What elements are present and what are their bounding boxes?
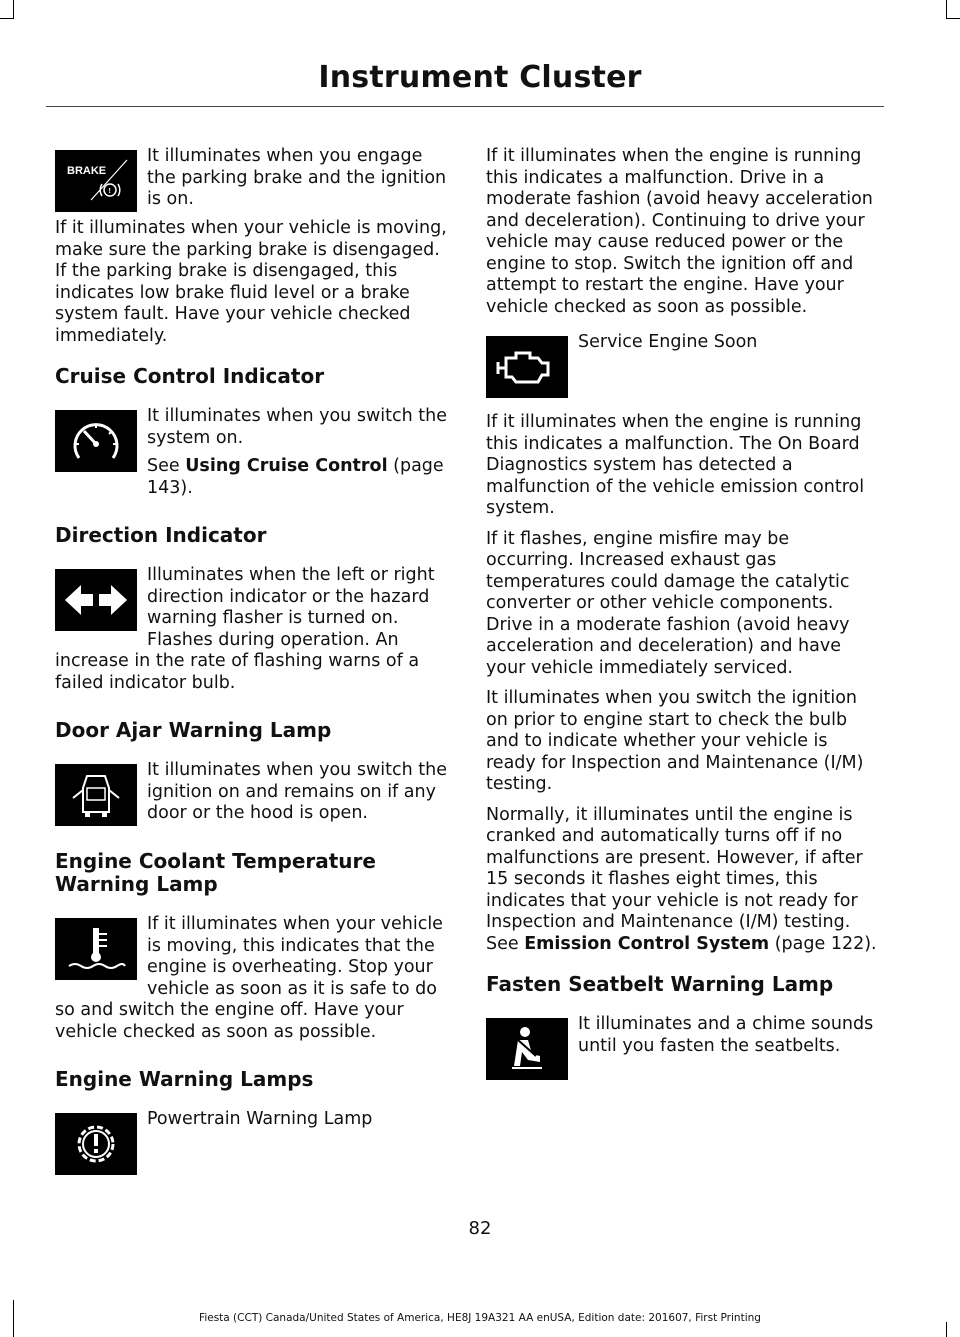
see-label: See bbox=[147, 456, 186, 476]
brake-warning-icon bbox=[55, 150, 137, 212]
bulb-check-text: It illuminates when you switch the ignition on prior to engine start to check the bulb and to indicate whether your vehicle is ready for Inspection and Maintenance (I/M) testing. bbox=[486, 688, 864, 794]
powertrain-warning-icon bbox=[55, 1113, 137, 1175]
left-column bbox=[55, 146, 447, 1181]
direction-section bbox=[55, 565, 447, 701]
right-column bbox=[486, 146, 878, 1086]
crop-mark bbox=[946, 0, 947, 18]
door-ajar-icon bbox=[55, 764, 137, 826]
cruise-section bbox=[55, 406, 447, 506]
powertrain-detail-text: If it illuminates when the engine is running this indicates a malfunction. Drive in a moderate fashion (avoid heavy acceleration and deceleration). Continuing to drive your vehicle may cause reduced power or the engine to stop. Switch the ignition off and attempt to restart the engine. Have your vehicle checked as soon as possible. bbox=[486, 146, 873, 317]
brake-icon-text: BRAKE bbox=[67, 165, 107, 177]
coolant-section bbox=[55, 914, 447, 1050]
engine-heading: Engine Warning Lamps bbox=[55, 1067, 314, 1091]
door-section bbox=[55, 760, 447, 832]
cruise-heading: Cruise Control Indicator bbox=[55, 364, 325, 388]
powertrain-text: Powertrain Warning Lamp bbox=[147, 1109, 373, 1129]
service-engine-text: If it illuminates when the engine is running this indicates a malfunction. The On Board Diagnostics system has detected a malfunction of the vehicle emission control system. bbox=[486, 412, 865, 518]
brake-text: It illuminates when you engage the parking brake and the ignition is on. bbox=[147, 146, 447, 209]
brake-detail-text: If it illuminates when your vehicle is moving, make sure the parking brake is disengaged. If the parking brake is disengaged, this indicates low brake fluid level or a brake system fault. Have your vehicle checked immediately. bbox=[55, 218, 447, 346]
readiness-body: Normally, it illuminates until the engine is cranked and automatically turns off if no malfunctions are present. However, if after 15 seconds it flashes eight times, this indicates that your vehicle is not ready for Inspection and Maintenance (I/M) testing. bbox=[486, 804, 863, 932]
crop-mark bbox=[946, 1322, 947, 1337]
page-reference: (page 122). bbox=[769, 933, 877, 954]
service-engine-section bbox=[486, 332, 878, 404]
page-reference: (page 143). bbox=[147, 456, 444, 498]
emission-link[interactable]: Emission Control System bbox=[524, 933, 770, 954]
brake-section bbox=[55, 146, 447, 218]
seatbelt-section bbox=[486, 1014, 878, 1086]
door-text: It illuminates when you switch the ignition on and remains on if any door or the hood is open. bbox=[147, 760, 447, 823]
crop-mark bbox=[13, 0, 14, 18]
seatbelt-heading: Fasten Seatbelt Warning Lamp bbox=[486, 972, 834, 996]
see-label: See bbox=[486, 933, 525, 954]
service-engine-label: Service Engine Soon bbox=[578, 332, 758, 352]
speedometer-icon bbox=[55, 410, 137, 472]
direction-text: Illuminates when the left or right direction indicator or the hazard warning flasher is turned on. Flashes during operation. An increase in the rate of flashing warns of a failed indicator bulb. bbox=[55, 565, 435, 693]
seatbelt-text: It illuminates and a chime sounds until you fasten the seatbelts. bbox=[578, 1014, 874, 1056]
direction-heading: Direction Indicator bbox=[55, 523, 267, 547]
powertrain-section bbox=[55, 1109, 447, 1181]
crop-mark bbox=[946, 18, 960, 19]
seatbelt-icon bbox=[486, 1018, 568, 1080]
door-heading: Door Ajar Warning Lamp bbox=[55, 718, 332, 742]
header-divider bbox=[46, 106, 884, 107]
direction-arrows-icon bbox=[55, 569, 137, 631]
page-title: Instrument Cluster bbox=[318, 60, 642, 95]
coolant-heading: Engine Coolant Temperature Warning Lamp bbox=[55, 849, 376, 896]
misfire-text: If it flashes, engine misfire may be occurring. Increased exhaust gas temperatures could damage the catalytic converter or other vehicle components. Drive in a moderate fashion (avoid heavy acceleration and deceleration) and have your vehicle immediately serviced. bbox=[486, 528, 850, 678]
footer-text: Fiesta (CCT) Canada/United States of America, HE8J 19A321 AA enUSA, Edition date: 201607, First Printing bbox=[199, 1312, 761, 1324]
check-engine-icon bbox=[486, 336, 568, 398]
readiness-text bbox=[486, 805, 878, 956]
cruise-link[interactable]: Using Cruise Control bbox=[185, 456, 388, 476]
coolant-temperature-icon bbox=[55, 918, 137, 980]
cruise-text: It illuminates when you switch the system on. bbox=[147, 406, 447, 448]
coolant-text: If it illuminates when your vehicle is moving, this indicates that the engine is overheating. Stop your vehicle as soon as it is safe to do so and switch the engine off. Have your vehicle checked as soon as possible. bbox=[55, 914, 443, 1042]
page-number: 82 bbox=[468, 1218, 492, 1239]
svg-text:!: ! bbox=[108, 188, 111, 195]
crop-mark bbox=[0, 18, 14, 19]
